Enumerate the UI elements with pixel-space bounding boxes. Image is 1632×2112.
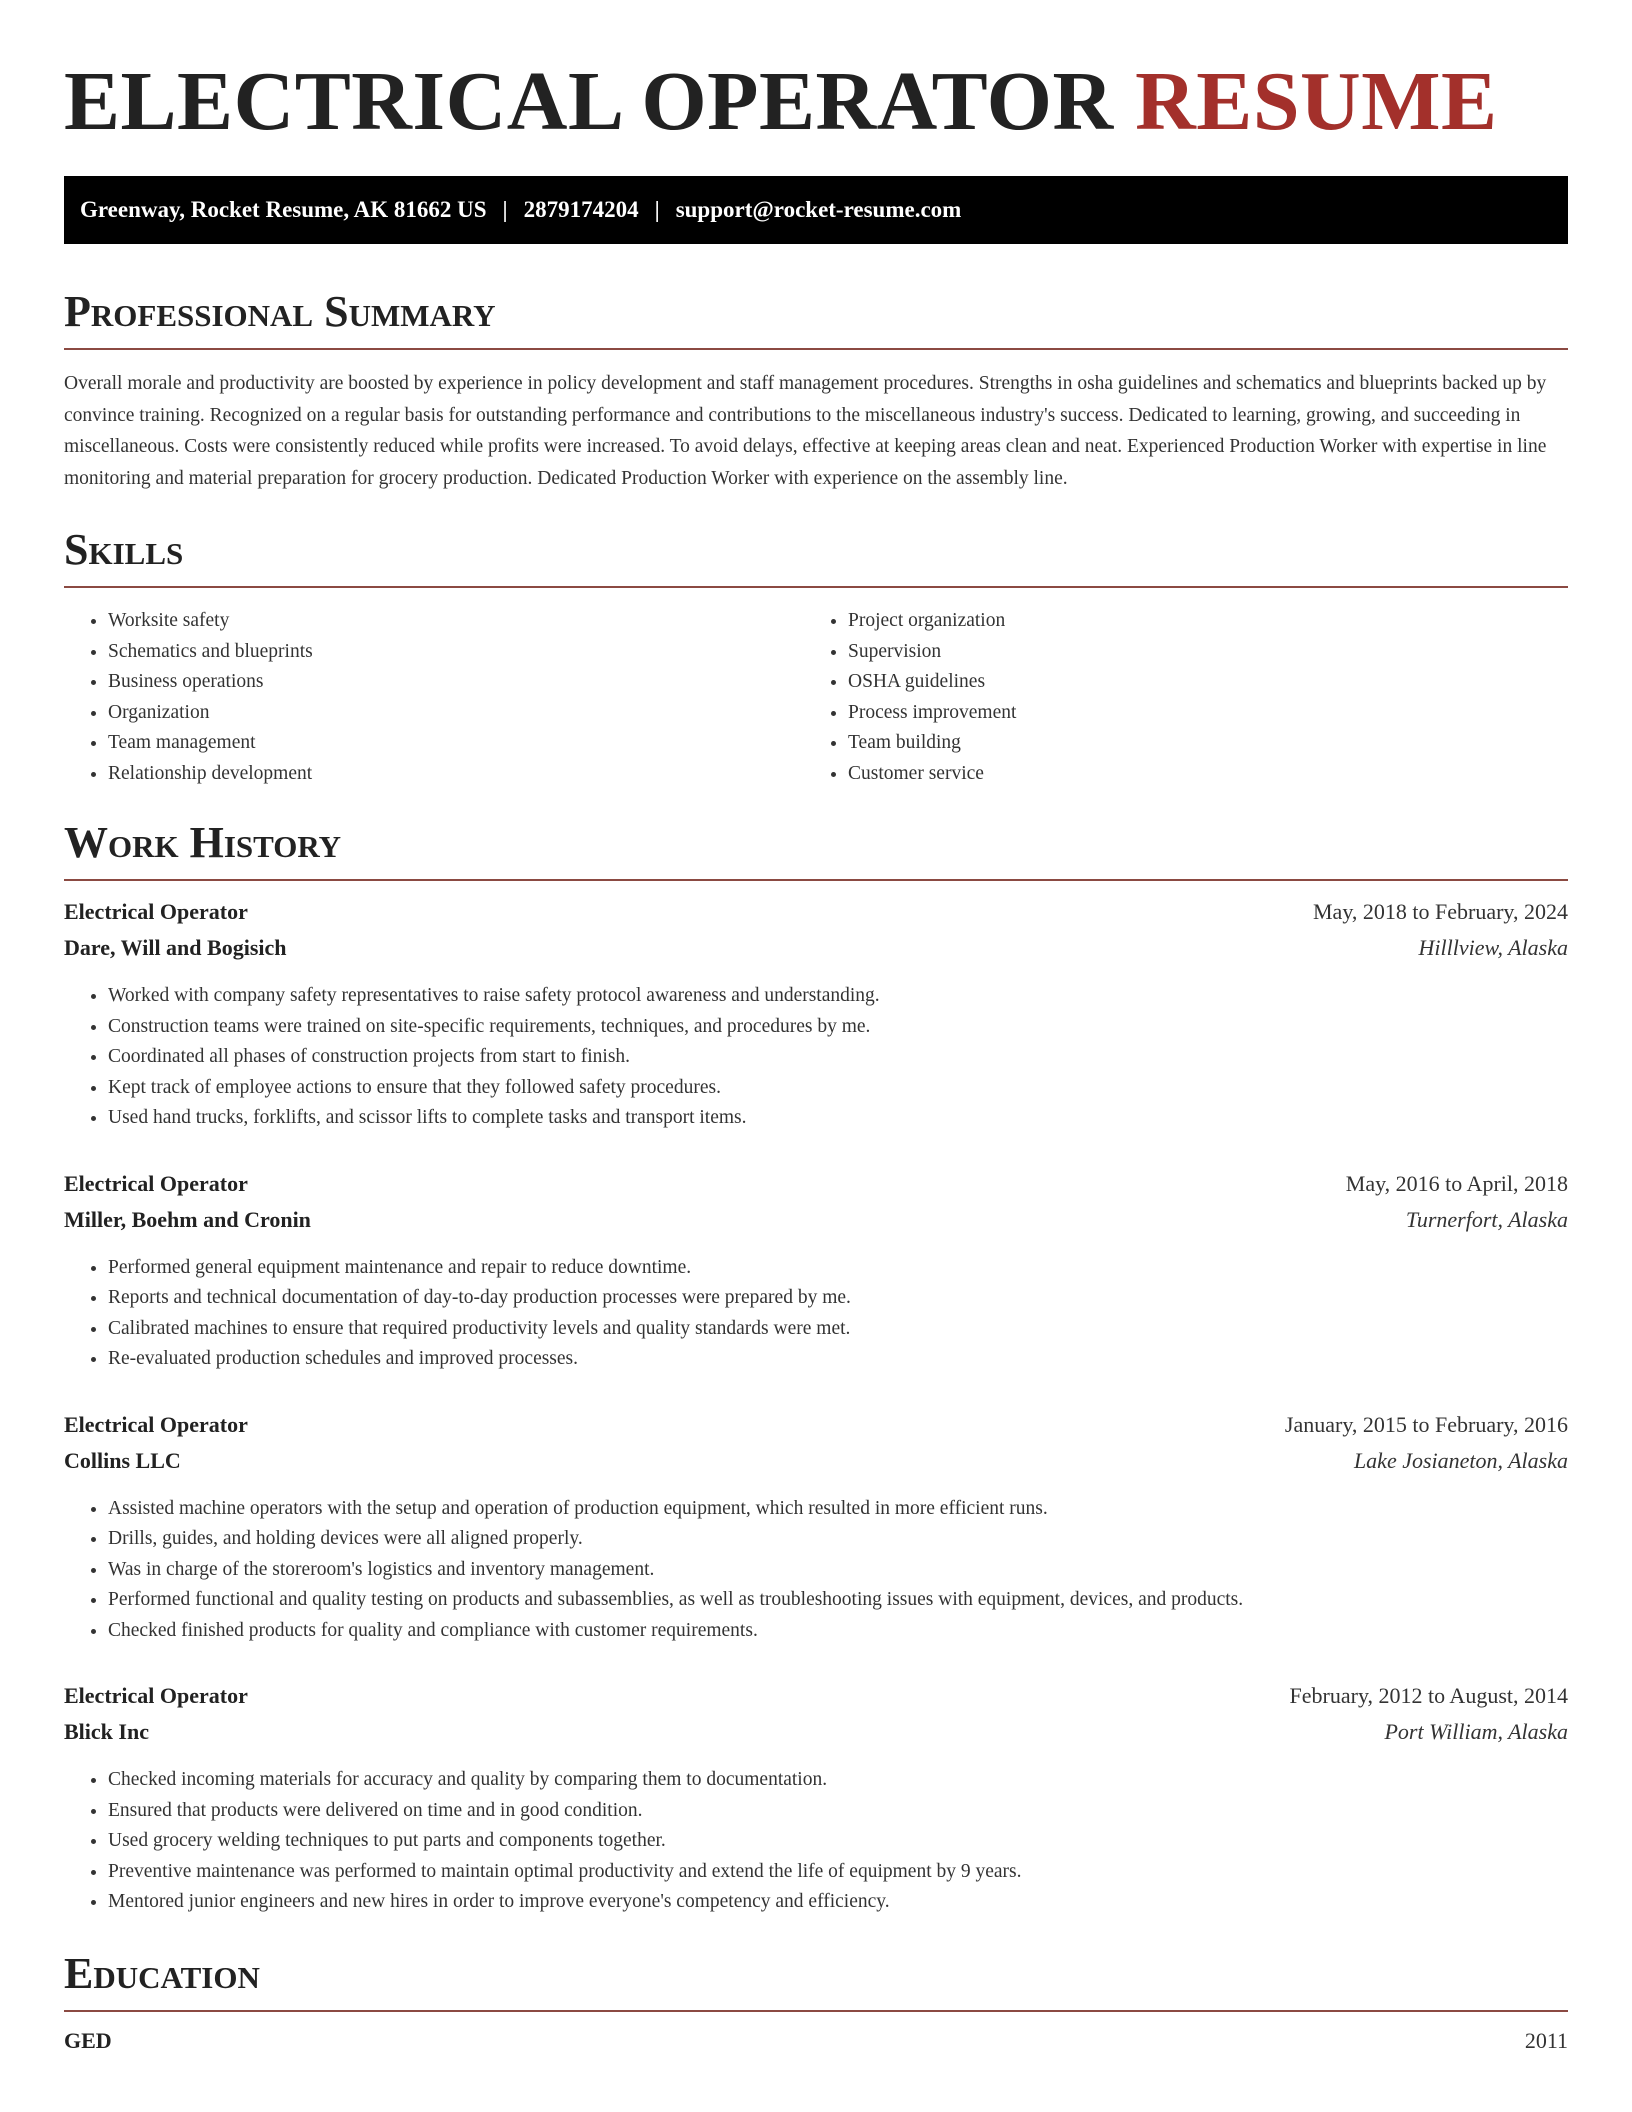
job-bullet: • Mentored junior engineers and new hires in order to improve everyone's competency and efficiency.	[108, 1887, 1568, 1918]
section-divider	[64, 879, 1568, 881]
job-entry	[64, 1171, 1568, 1375]
job-dates: January, 2015 to February, 2016	[1284, 1411, 1568, 1437]
skills-grid	[64, 606, 1568, 789]
job-bullet: • Preventive maintenance was performed to maintain optimal productivity and extend the life of equipment by 9 years.	[108, 1857, 1568, 1888]
education-row	[64, 2028, 1568, 2054]
skill-item: • Relationship development	[108, 759, 804, 790]
contact-separator: |	[654, 197, 660, 222]
job-entry	[64, 1683, 1568, 1918]
skills-list-right	[804, 606, 1544, 789]
job-company: Collins LLC	[64, 1447, 181, 1473]
title-main: ELECTRICAL OPERATOR	[64, 55, 1114, 148]
skill-item: • Team management	[108, 728, 804, 759]
job-title: Electrical Operator	[64, 1170, 248, 1196]
job-company-row	[64, 1448, 1568, 1484]
job-bullet: • Checked finished products for quality and compliance with customer requirements.	[108, 1616, 1568, 1647]
resume-title	[64, 52, 1568, 152]
education-heading: Education	[64, 1948, 260, 1998]
job-bullet: • Construction teams were trained on site-specific requirements, techniques, and procedures by me.	[108, 1012, 1568, 1043]
job-bullet: • Performed functional and quality testing on products and subassemblies, as well as troubleshooting issues with equipment, devices, and products.	[108, 1585, 1568, 1616]
job-bullet: • Ensured that products were delivered on time and in good condition.	[108, 1796, 1568, 1827]
job-bullet: • Worked with company safety representatives to raise safety protocol awareness and understanding.	[108, 981, 1568, 1012]
job-title: Electrical Operator	[64, 899, 248, 924]
section-divider	[64, 2010, 1568, 2012]
skills-section	[64, 522, 1568, 789]
job-company: Miller, Boehm and Cronin	[64, 1206, 311, 1232]
education-degree: GED	[64, 2027, 112, 2053]
contact-separator: |	[502, 197, 508, 222]
job-location: Turnerfort, Alaska	[1405, 1206, 1568, 1232]
skill-item: • Customer service	[848, 759, 1544, 790]
job-bullet: • Used grocery welding techniques to put parts and components together.	[108, 1826, 1568, 1857]
skill-item: • Organization	[108, 698, 804, 729]
summary-text: Overall morale and productivity are boosted by experience in policy development and staff management procedures. Strengths in osha guidelines and schematics and blueprints backed up by convince training. Recognized on a regular basis for outstanding performance and contributions to the miscellaneous industry's success. Dedicated to learning, growing, and succeeding in miscellaneous. Costs were consistently reduced while profits were increased. To avoid delays, effective at keeping areas clean and neat. Experienced Production Worker with expertise in line monitoring and material preparation for grocery production. Dedicated Production Worker with experience on the assembly line.	[64, 373, 1547, 489]
job-title: Electrical Operator	[64, 1411, 248, 1437]
section-divider	[64, 586, 1568, 588]
summary-section	[64, 284, 1568, 494]
job-header-row	[64, 1683, 1568, 1719]
job-bullet: • Drills, guides, and holding devices were all aligned properly.	[108, 1524, 1568, 1555]
job-bullet: • Coordinated all phases of construction projects from start to finish.	[108, 1042, 1568, 1073]
skill-item: • Business operations	[108, 667, 804, 698]
skill-item: • Team building	[848, 728, 1544, 759]
job-company-row	[64, 1207, 1568, 1243]
job-dates: February, 2012 to August, 2014	[1289, 1683, 1568, 1708]
job-dates: May, 2018 to February, 2024	[1313, 899, 1568, 924]
job-company: Dare, Will and Bogisich	[64, 935, 287, 960]
skill-item: • OSHA guidelines	[848, 667, 1544, 698]
job-company: Blick Inc	[64, 1719, 149, 1744]
job-header-row	[64, 1412, 1568, 1448]
job-header-row	[64, 1171, 1568, 1207]
work-history-heading: Work History	[64, 818, 342, 867]
job-bullet: • Re-evaluated production schedules and improved processes.	[108, 1344, 1568, 1375]
skills-heading: Skills	[64, 525, 184, 574]
contact-bar	[64, 176, 1568, 244]
job-location: Hilllview, Alaska	[1418, 935, 1568, 960]
job-bullet: • Kept track of employee actions to ensure that they followed safety procedures.	[108, 1073, 1568, 1104]
job-bullet: • Assisted machine operators with the setup and operation of production equipment, which resulted in more efficient runs.	[108, 1494, 1568, 1525]
work-history-section	[64, 815, 1568, 1918]
skill-item: • Worksite safety	[108, 606, 804, 637]
education-section	[64, 1946, 1568, 2054]
job-bullets	[64, 1494, 1568, 1647]
job-bullet: • Performed general equipment maintenance and repair to reduce downtime.	[108, 1253, 1568, 1284]
job-bullet: • Calibrated machines to ensure that required productivity levels and quality standards were met.	[108, 1314, 1568, 1345]
job-dates: May, 2016 to April, 2018	[1345, 1170, 1568, 1196]
job-bullets	[64, 1253, 1568, 1375]
job-header-row	[64, 899, 1568, 935]
summary-heading: Professional Summary	[64, 287, 496, 336]
contact-phone: 2879174204	[523, 197, 639, 222]
job-entry	[64, 899, 1568, 1134]
job-location: Lake Josianeton, Alaska	[1353, 1447, 1568, 1473]
job-bullets	[64, 981, 1568, 1134]
job-bullet: • Reports and technical documentation of day-to-day production processes were prepared by me.	[108, 1283, 1568, 1314]
job-entry	[64, 1412, 1568, 1647]
title-accent: RESUME	[1135, 55, 1498, 148]
job-bullet: • Checked incoming materials for accuracy and quality by comparing them to documentation.	[108, 1765, 1568, 1796]
job-title: Electrical Operator	[64, 1683, 248, 1708]
skill-item: • Supervision	[848, 637, 1544, 668]
section-divider	[64, 348, 1568, 350]
job-company-row	[64, 935, 1568, 971]
job-bullet: • Was in charge of the storeroom's logistics and inventory management.	[108, 1555, 1568, 1586]
job-bullet: • Used hand trucks, forklifts, and scissor lifts to complete tasks and transport items.	[108, 1103, 1568, 1134]
skill-item: • Project organization	[848, 606, 1544, 637]
skill-item: • Schematics and blueprints	[108, 637, 804, 668]
skill-item: • Process improvement	[848, 698, 1544, 729]
education-year: 2011	[1524, 2027, 1568, 2053]
job-company-row	[64, 1719, 1568, 1755]
job-bullets	[64, 1765, 1568, 1918]
contact-email: support@rocket-resume.com	[675, 197, 962, 222]
job-location: Port William, Alaska	[1384, 1719, 1568, 1744]
skills-list-left	[64, 606, 804, 789]
contact-address: Greenway, Rocket Resume, AK 81662 US	[80, 197, 487, 222]
